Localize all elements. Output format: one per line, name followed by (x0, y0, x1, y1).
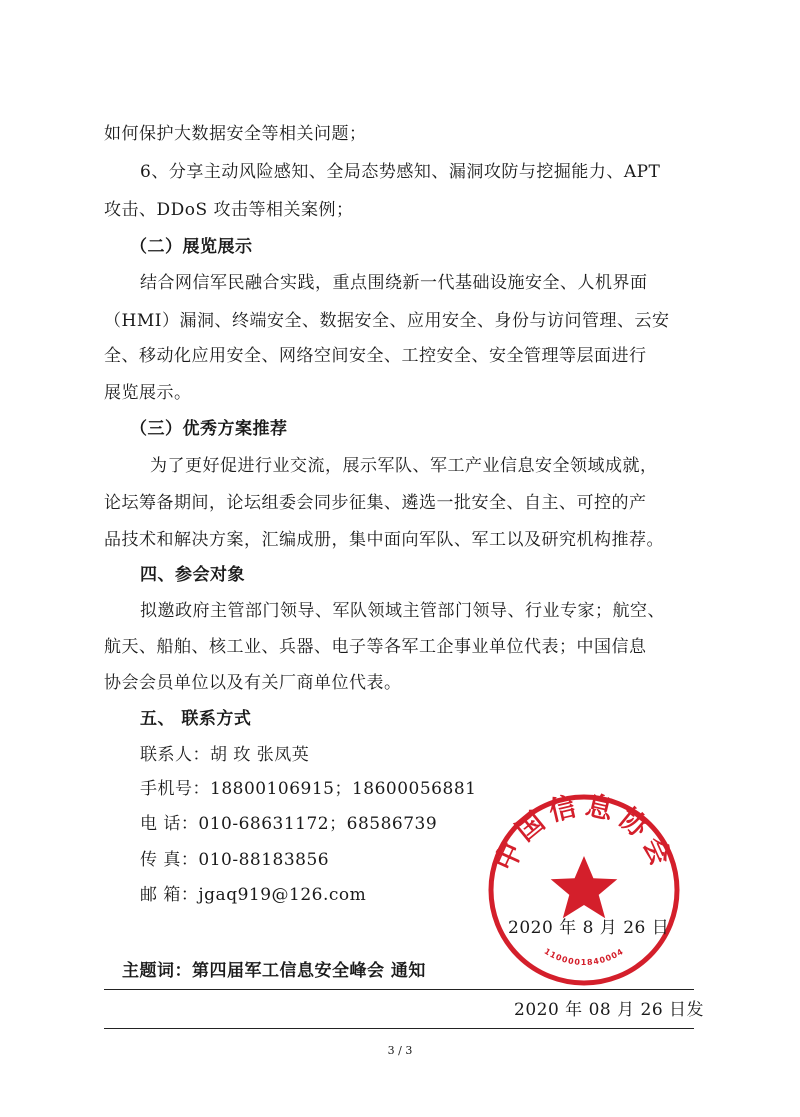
text-line: 论坛筹备期间，论坛组委会同步征集、遴选一批安全、自主、可控的产 (104, 493, 647, 513)
text-line: 攻击、DDoS 攻击等相关案例； (104, 200, 354, 220)
contact-phone: 电 话：010-68631172；68586739 (140, 814, 438, 834)
seal-star-icon (551, 856, 618, 918)
section-heading: （二）展览展示 (130, 237, 253, 257)
text-line: 结合网信军民融合实践，重点围绕新一代基础设施安全、人机界面 (140, 273, 648, 293)
text-line: 6、分享主动风险感知、全局态势感知、漏洞攻防与挖掘能力、APT (140, 162, 661, 182)
text-line: （HMI）漏洞、终端安全、数据安全、应用安全、身份与访问管理、云安 (104, 311, 670, 331)
contact-people: 联系人：胡 玫 张凤英 (140, 745, 310, 765)
text-line: 全、移动化应用安全、网络空间安全、工控安全、安全管理等层面进行 (104, 346, 647, 366)
section-heading: （三）优秀方案推荐 (130, 419, 288, 439)
section-heading: 四、参会对象 (140, 565, 245, 585)
section-heading: 五、 联系方式 (140, 709, 252, 729)
divider (104, 989, 694, 990)
contact-email: 邮 箱：jgaq919@126.com (140, 885, 367, 905)
text-line: 拟邀政府主管部门领导、军队领域主管部门领导、行业专家；航空、 (140, 601, 665, 621)
text-line: 如何保护大数据安全等相关问题； (104, 124, 367, 144)
divider (104, 1028, 694, 1029)
page-number: 3 / 3 (387, 1044, 413, 1057)
seal-org-name: 中国信息协会 (489, 790, 679, 876)
seal-serial: 1100001840004 (542, 946, 626, 968)
contact-mobile: 手机号：18800106915；18600056881 (140, 779, 477, 799)
text-line: 协会会员单位以及有关厂商单位代表。 (104, 673, 402, 693)
issue-date: 2020 年 08 月 26 日发 (514, 1000, 705, 1020)
signature-date: 2020 年 8 月 26 日 (508, 918, 670, 938)
official-seal (484, 790, 684, 990)
subject-line: 主题词：第四届军工信息安全峰会 通知 (122, 961, 426, 981)
text-line: 展览展示。 (104, 383, 192, 403)
text-line: 航天、船舶、核工业、兵器、电子等各军工企事业单位代表；中国信息 (104, 637, 647, 657)
text-line: 为了更好促进行业交流，展示军队、军工产业信息安全领域成就， (150, 456, 658, 476)
contact-fax: 传 真：010-88183856 (140, 850, 330, 870)
text-line: 品技术和解决方案，汇编成册，集中面向军队、军工以及研究机构推荐。 (104, 530, 664, 550)
